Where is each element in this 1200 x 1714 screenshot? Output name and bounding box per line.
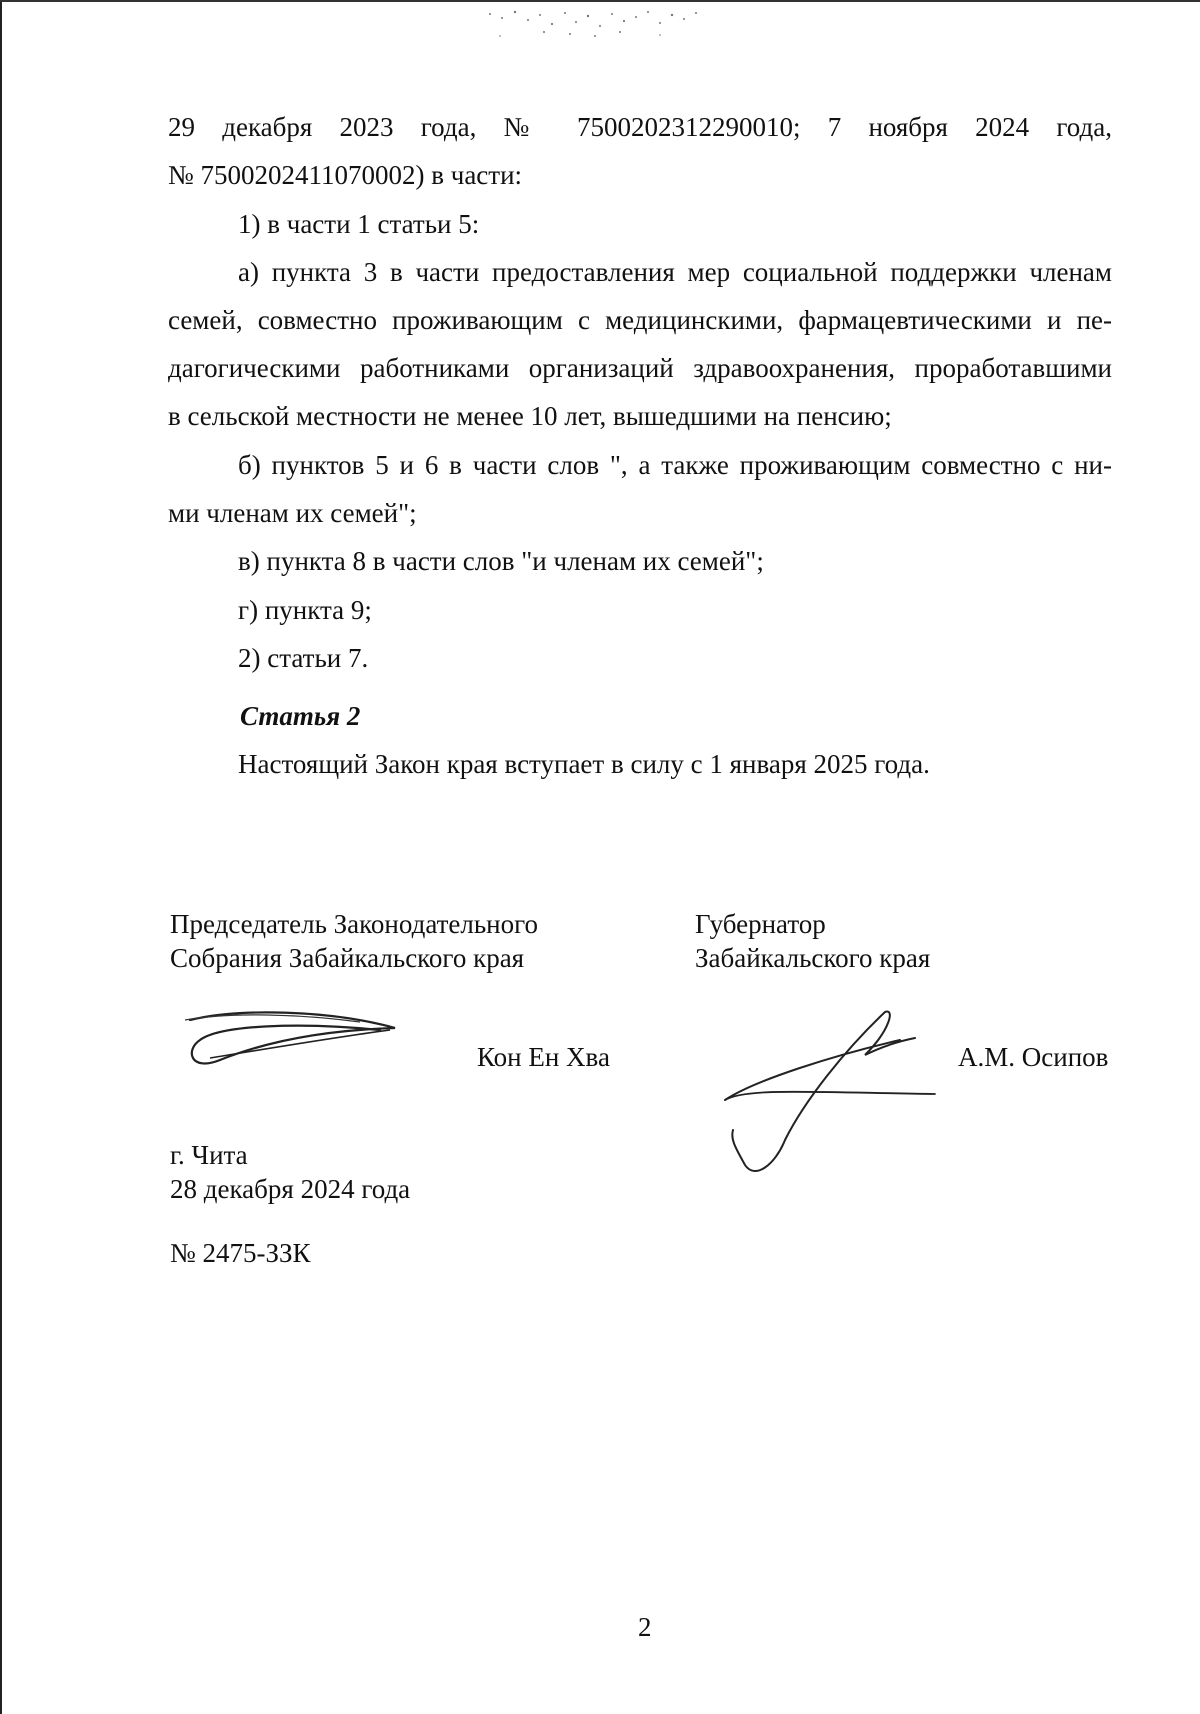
list-item: а) пункта 3 в части предоставления мер социальной поддержки членам [238, 257, 1112, 287]
scan-top-edge [0, 0, 1200, 2]
city: г. Чита [170, 1140, 248, 1170]
paragraph-line: № 7500202411070002) в части: [168, 160, 523, 190]
date: 28 декабря 2024 года [170, 1174, 411, 1204]
chairman-title-line: Собрания Забайкальского края [170, 943, 525, 973]
scan-left-edge [0, 0, 2, 1714]
list-item: в) пункта 8 в части слов "и членам их семей"; [238, 546, 764, 576]
governor-signature [715, 1000, 945, 1185]
page-number: 2 [638, 1612, 652, 1642]
article-heading: Статья 2 [240, 701, 361, 731]
scan-speckle [480, 6, 720, 46]
governor-title-line: Забайкальского края [695, 943, 931, 973]
list-item: г) пункта 9; [238, 595, 372, 625]
article-text: Настоящий Закон края вступает в силу с 1 января 2025 года. [238, 749, 930, 779]
chairman-title-line: Председатель Законодательного [170, 909, 539, 939]
place-date [170, 1138, 410, 1206]
paragraph-line: дагогическими работниками организаций здравоохранения, проработавшими [168, 353, 1112, 383]
paragraph-line: семей, совместно проживающим с медицинскими, фармацевтическими и пе- [168, 305, 1112, 335]
chairman-name: Кон Ен Хва [477, 1042, 610, 1072]
list-item: б) пунктов 5 и 6 в части слов ", а также проживающим совместно с ни- [238, 450, 1112, 480]
paragraph-line: ми членам их семей"; [168, 498, 417, 528]
governor-title [695, 907, 930, 975]
paragraph-line: 29 декабря 2023 года, № 7500202312290010; 7 ноября 2024 года, [168, 112, 1112, 142]
governor-name: А.М. Осипов [958, 1042, 1109, 1072]
paragraph-line: в сельской местности не менее 10 лет, вышедшими на пенсию; [168, 401, 892, 431]
law-number: № 2475-ЗЗК [170, 1238, 311, 1268]
governor-title-line: Губернатор [695, 909, 826, 939]
list-item: 1) в части 1 статьи 5: [238, 209, 480, 239]
chairman-title [170, 907, 538, 975]
chairman-signature [180, 1000, 410, 1090]
list-item: 2) статьи 7. [238, 643, 369, 673]
